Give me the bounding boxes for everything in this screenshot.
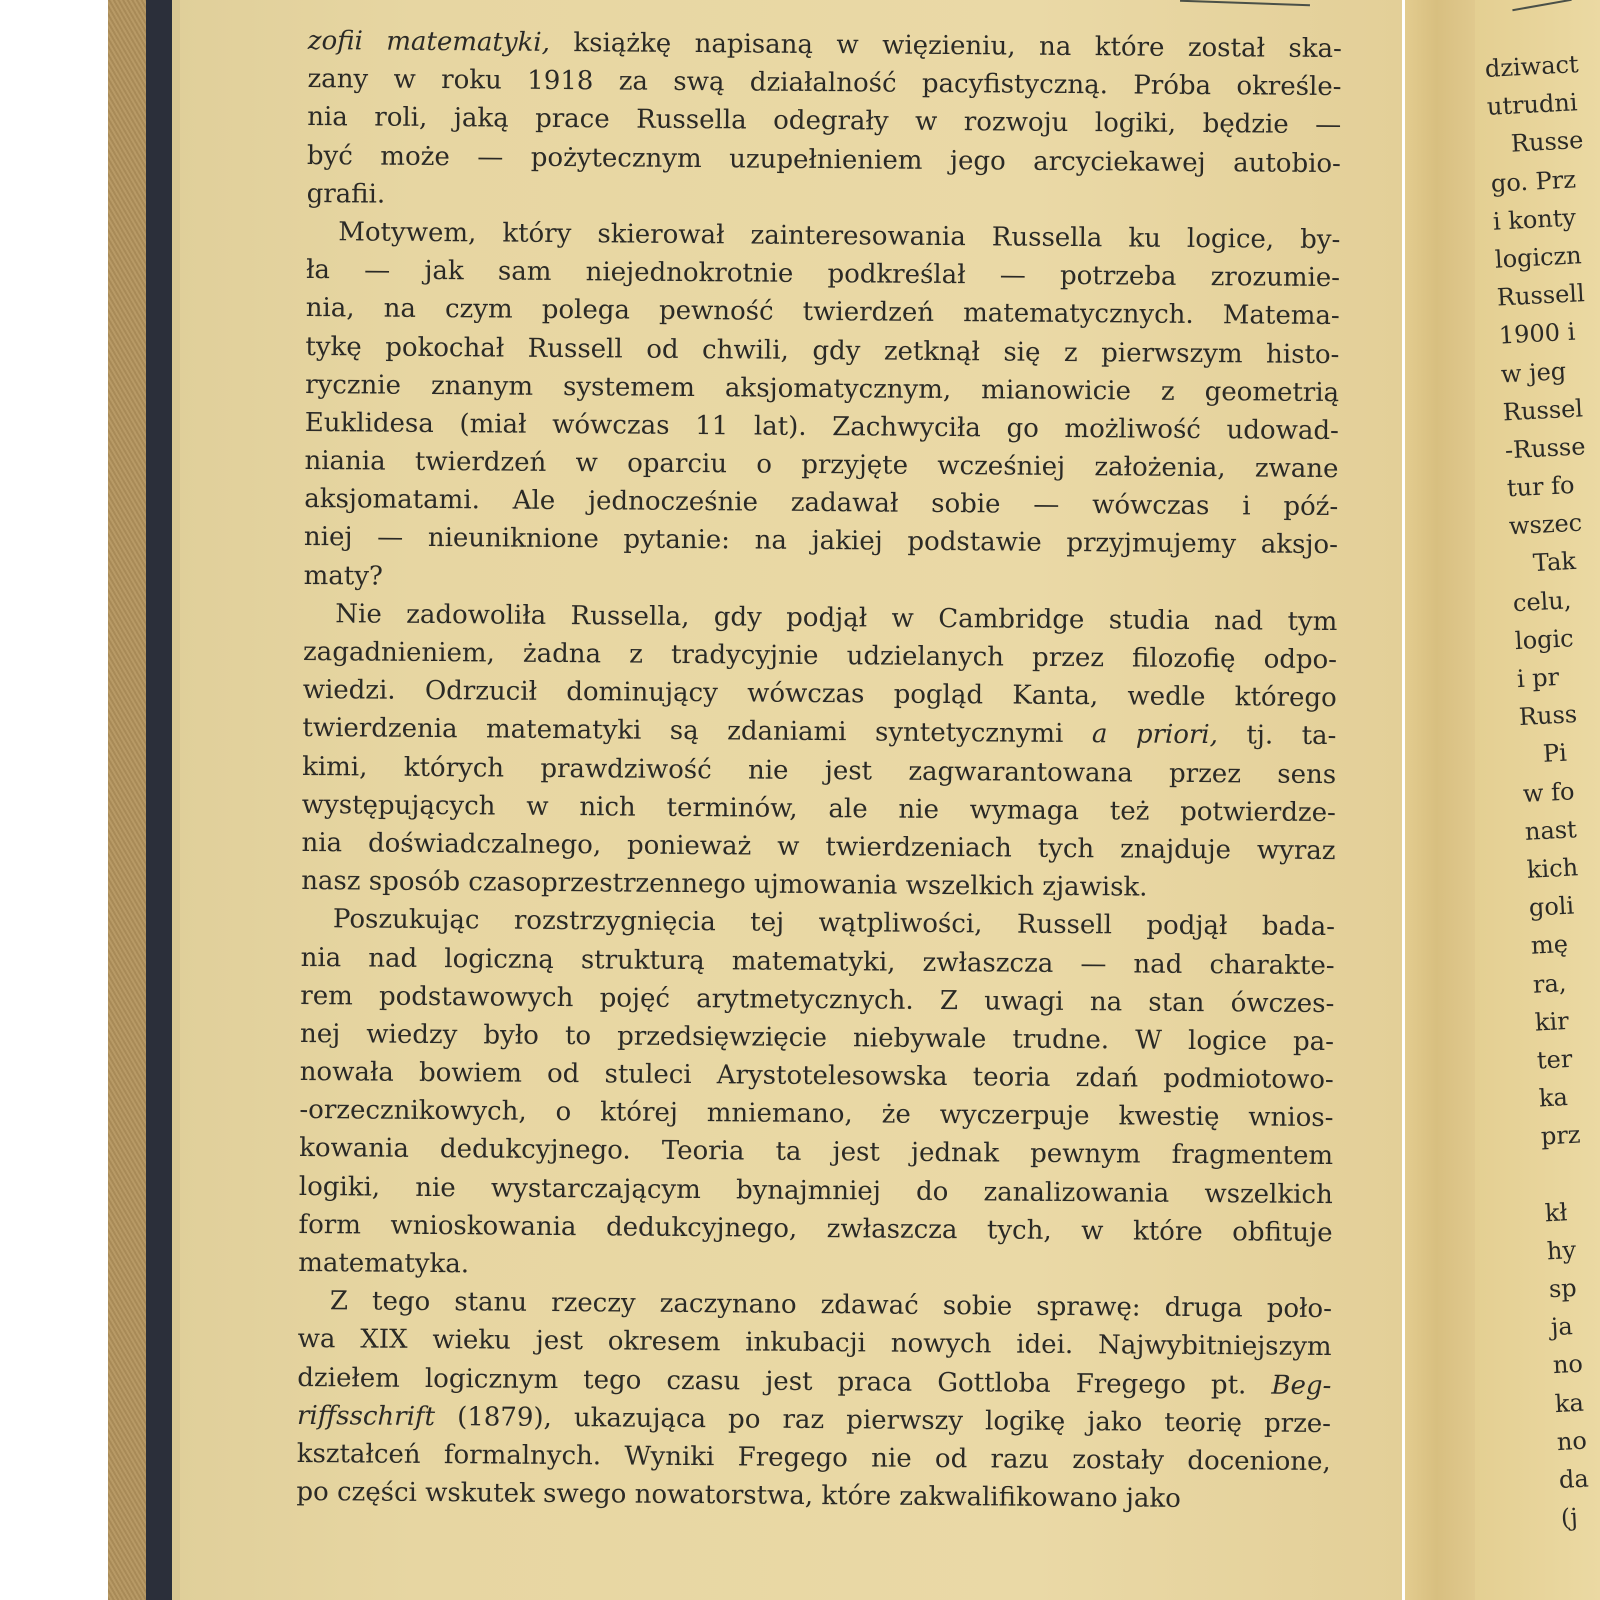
text-line-fragment: dziwact [1484, 50, 1580, 83]
text-line-fragment: w jeg [1500, 356, 1567, 389]
text-line-fragment: i konty [1492, 203, 1577, 236]
text-line-fragment: sp [1548, 1273, 1578, 1304]
text-segment: niej — nieuniknione pytanie: na jakiej podstawie przyjmujemy aksjo- [303, 522, 1339, 561]
text-line-fragment: ra, [1532, 968, 1568, 999]
book-gutter [1405, 0, 1475, 1600]
left-page-edge [172, 0, 180, 1600]
text-line-fragment: goli [1528, 891, 1575, 922]
text-line-fragment: hy [1546, 1235, 1577, 1266]
text-line-fragment: mę [1530, 930, 1569, 961]
text-line-fragment: go. Prz [1490, 164, 1577, 198]
text-line-fragment: ka [1554, 1388, 1585, 1418]
text-line-fragment [1542, 1149, 1600, 1194]
paragraph [301, 595, 1337, 909]
text-segment: książkę napisaną w więzieniu, na które został ska- [549, 27, 1342, 65]
text-line-fragment: nast [1524, 814, 1578, 846]
text-line [296, 1473, 1330, 1519]
text-line-fragment: wszec [1508, 508, 1583, 541]
text-segment: Z tego stanu rzeczy zaczynano zdawać sobie sprawę: druga poło- [329, 1286, 1333, 1325]
text-segment: zagadnieniem, żadna z tradycyjnie udzielanych przez filozofię odpo- [302, 636, 1338, 676]
text-segment: (1879), ukazująca po raz pierwszy logikę jako teorię prze- [434, 1401, 1332, 1439]
text-line-fragment: no [1552, 1350, 1584, 1380]
text-line-fragment: w fo [1522, 776, 1576, 808]
text-segment: form wnioskowania dedukcyjnego, zwłaszcza tych, w które obfituje [298, 1209, 1333, 1248]
text-line-fragment: Russel [1502, 394, 1584, 427]
text-line-fragment: utrudni [1486, 88, 1579, 122]
text-segment: być może — pożytecznym uzupełnieniem jego arcyciekawej autobio- [306, 140, 1342, 179]
text-line-fragment: (j [1560, 1503, 1579, 1533]
text-line-fragment: 1900 i [1498, 317, 1577, 350]
text-line-fragment: Pi [1542, 739, 1568, 769]
text-line-fragment: no [1556, 1426, 1588, 1456]
text-segment: Nie zadowoliła Russella, gdy podjął w Cambridge studia nad tym [335, 599, 1338, 637]
text-segment: występujących w nich terminów, ale nie wymaga też potwierdze- [301, 789, 1336, 828]
text-line-fragment: Russe [1510, 126, 1584, 159]
text-line-fragment: ka [1538, 1083, 1569, 1113]
text-segment: niania twierdzeń w oparciu o przyjęte wcześniej założenia, zwane [304, 446, 1339, 485]
text-line-fragment: da [1558, 1464, 1590, 1494]
text-segment: logiki, nie wystarczającym bynajmniej do zanalizowania wszelkich [298, 1171, 1333, 1210]
text-segment: Poszukując rozstrzygnięcia tej wątpliwości, Russell podjął bada- [332, 904, 1336, 943]
text-segment: nia, na czym polega pewność twierdzeń matematycznych. Matema- [305, 293, 1340, 332]
book-cover-cloth [108, 0, 146, 1600]
text-line-fragment: i pr [1516, 662, 1560, 694]
text-line-fragment: Russell [1496, 279, 1586, 312]
text-line [304, 518, 1338, 564]
text-segment: maty? [303, 560, 384, 592]
text-segment: grafii. [306, 178, 386, 210]
text-segment: nia doświadczalnego, ponieważ w twierdzeniach tych znajduje wyraz [301, 827, 1336, 867]
book-cover-board [146, 0, 172, 1600]
text-segment: wa XIX wieku jest okresem inkubacji nowych idei. Najwybitniejszym [297, 1324, 1332, 1363]
text-segment: -orzecznikowych, o której mniemano, że wyczerpuje kwestię wnios- [299, 1095, 1334, 1134]
paragraph [304, 213, 1341, 603]
text-line-fragment: celu, [1512, 585, 1573, 617]
text-segment: Motywem, który skierował zainteresowania Russella ku logice, by- [338, 217, 1341, 256]
text-line-fragment: Russ [1518, 700, 1578, 732]
paragraph [307, 22, 1342, 221]
text-line-fragment: logiczn [1494, 241, 1583, 274]
text-line-fragment: logic [1514, 623, 1575, 655]
italic-text: Beg- [1271, 1370, 1332, 1401]
italic-text: riffsschrift [296, 1400, 436, 1432]
text-segment: kształceń formalnych. Wyniki Fregego nie od razu zostały docenione, [296, 1438, 1331, 1478]
text-segment: matematyka. [298, 1247, 470, 1280]
text-segment: twierdzenia matematyki są zdaniami syntetycznymi [302, 713, 1093, 750]
text-segment: nowała bowiem od stuleci Arystotelesowska teoria zdań podmiotowo- [299, 1057, 1334, 1096]
text-line-fragment: Tak [1532, 547, 1577, 578]
text-line [307, 137, 1341, 183]
text-segment: nej wiedzy było to przedsięwzięcie niebywale trudne. W logice pa- [299, 1018, 1335, 1057]
text-line-fragment: ja [1550, 1312, 1574, 1342]
text-line-fragment: -Russe [1504, 432, 1587, 465]
italic-text: a priori, [1091, 719, 1219, 751]
paragraph [296, 1282, 1332, 1519]
text-segment: nia nad logiczną strukturą matematyki, zwłaszcza — nad charakte- [300, 942, 1335, 981]
text-segment: nasz sposób czasoprzestrzennego ujmowania wszelkich zjawisk. [301, 866, 1148, 903]
text-segment: tykę pokochał Russell od chwili, gdy zetknął się z pierwszym histo- [305, 331, 1340, 370]
text-line-fragment: kich [1526, 853, 1579, 884]
text-segment: rem podstawowych pojęć arytmetycznych. Z uwagi na stan ówczes- [300, 980, 1335, 1019]
text-line-fragment: tur fo [1506, 470, 1576, 503]
text-segment: zany w roku 1918 za swą działalność pacyfistyczną. Próba określe- [307, 64, 1342, 103]
text-segment: kowania dedukcyjnego. Teoria ta jest jednak pewnym fragmentem [299, 1133, 1334, 1172]
paragraph [298, 900, 1335, 1290]
text-segment: po części wskutek swego nowatorstwa, które zakwalifikowano jako [296, 1477, 1181, 1515]
italic-text: zofii matematyki, [307, 25, 551, 58]
text-segment: aksjomatami. Ale jednocześnie zadawał sobie — wówczas i póź- [304, 484, 1339, 523]
text-line-fragment: ter [1536, 1044, 1573, 1075]
text-line-fragment: kł [1544, 1197, 1568, 1228]
text-line-fragment: kir [1534, 1006, 1570, 1037]
text-segment: wiedzi. Odrzucił dominujący wówczas pogląd Kanta, wedle którego [302, 675, 1337, 714]
text-segment: Euklidesa (miał wówczas 11 lat). Zachwyciła go możliwość udowad- [304, 407, 1339, 446]
text-segment: kimi, których prawdziwość nie jest zagwarantowana przez sens [302, 751, 1337, 790]
text-line-fragment: prz [1540, 1120, 1582, 1151]
text-segment: nia roli, jaką prace Russella odegrały w rozwoju logiki, będzie — [307, 102, 1342, 141]
text-segment: ła — jak sam niejednokrotnie podkreślał — potrzeba zrozumie- [305, 255, 1341, 294]
left-page-body-text [296, 22, 1342, 1519]
text-segment: rycznie znanym systemem aksjomatycznym, mianowicie z geometrią [305, 369, 1340, 408]
text-segment: tj. ta- [1217, 720, 1337, 752]
text-segment: dziełem logicznym tego czasu jest praca Gottloba Fregego pt. [297, 1362, 1272, 1401]
